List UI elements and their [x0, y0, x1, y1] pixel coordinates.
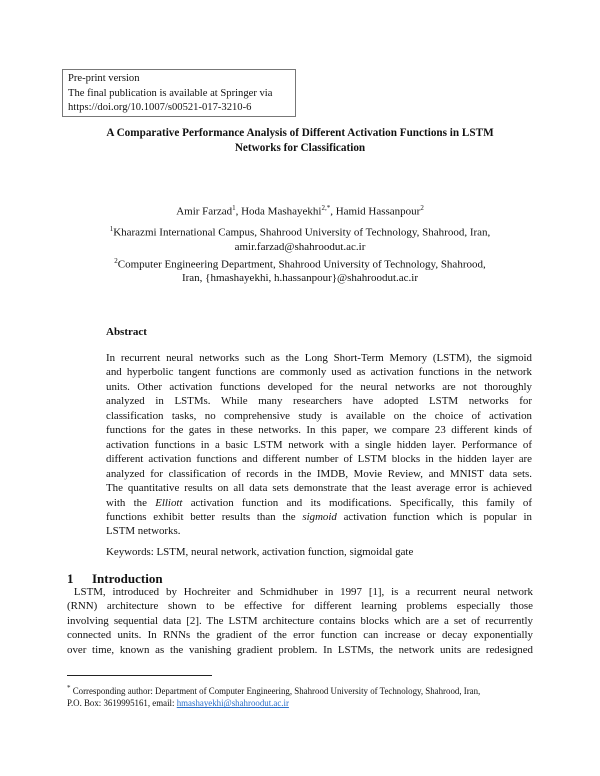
- abstract-line: [106, 496, 532, 510]
- abstract-line: analyzed in LSTMs. While many researchers have adopted LSTM networks for: [106, 395, 532, 408]
- intro-body: [67, 585, 533, 657]
- author-name: Hoda Mashayekhi: [241, 205, 322, 218]
- abstract-line: [106, 510, 532, 524]
- author-list: Amir Farzad$^1$, Hoda Mashayekhi$^{2,*}$, Hamid Hassanpour$^2$: [176, 204, 424, 218]
- intro-line: over time, known as the vanishing gradient problem. In LSTMs, the network units are redesigned: [67, 643, 533, 656]
- section-number: 1: [67, 571, 74, 586]
- aff-email: Iran, {hmashayekhi, h.hassanpour}@shahroodut.ac.ir: [181, 272, 419, 285]
- footnote-mark: *: [67, 684, 71, 692]
- footnote-text: P.O. Box: 3619995161, email:: [67, 698, 177, 709]
- author-name: Amir Farzad: [176, 205, 233, 218]
- preprint-line: The final publication is available at Springer via: [68, 87, 273, 99]
- abstract-line: classification tasks, no comprehensive study is available on the choice of activation: [106, 409, 532, 422]
- abstract-line: functions for the gates in these networks. In this paper, we compare 23 different kinds of: [106, 424, 532, 437]
- title-line: Networks for Classification: [234, 142, 366, 154]
- abstract-line: different activation functions and different number of LSTM blocks in the hidden layer are: [106, 453, 532, 466]
- affiliation: [0, 254, 600, 272]
- keywords: Keywords: LSTM, neural network, activation function, sigmoidal gate: [106, 546, 414, 558]
- affiliation: [0, 222, 600, 240]
- email-link[interactable]: hmashayekhi@shahroodut.ac.ir: [176, 698, 289, 709]
- section-title: Introduction: [92, 571, 163, 586]
- preprint-line: Pre-print version: [68, 73, 140, 84]
- aff-text: Computer Engineering Department, Shahrood University of Technology, Shahrood,: [117, 258, 486, 271]
- footnote-text: Corresponding author: Department of Computer Engineering, Shahrood University of Technology, Shahrood, Iran,: [70, 685, 481, 696]
- footnote-divider: [67, 675, 212, 676]
- emphasis: Elliott: [155, 496, 183, 509]
- author-sup: 2,*: [321, 204, 331, 212]
- intro-line: involving sequential data [2]. The LSTM architecture contains blocks which are a set of recurrently: [67, 614, 533, 627]
- intro-line: (RNN) architecture shown to be effective for different learning problems especially those: [67, 600, 533, 613]
- title-line: A Comparative Performance Analysis of Different Activation Functions in LSTM: [106, 127, 494, 139]
- abstract-line: The quantitative results on all data sets demonstrate that the least average error is achieved: [106, 482, 532, 495]
- preprint-notice-box: [62, 69, 296, 117]
- abstract-line: In recurrent neural networks such as the Long Short-Term Memory (LSTM), the sigmoid: [106, 352, 532, 364]
- affiliations: [0, 222, 600, 285]
- text: activation function and its modifications. Specifically, this family of: [182, 496, 532, 509]
- emphasis: sigmoid: [302, 510, 337, 523]
- author-name: Hamid Hassanpour: [335, 205, 421, 218]
- abstract-line: activation functions in a basic LSTM network with a single hidden layer. Performance of: [106, 438, 532, 451]
- footnote-line: [67, 697, 533, 710]
- abstract-line: analyzed for classification of records in the IMDB, Movie Review, and MNIST data sets.: [106, 467, 532, 480]
- abstract-body: [106, 351, 532, 539]
- footnote-line: [67, 682, 533, 697]
- abstract-line: and hyperbolic tangent functions are commonly used as activation functions in the network: [106, 366, 532, 379]
- preprint-doi: https://doi.org/10.1007/s00521-017-3210-6: [68, 102, 252, 113]
- intro-line: LSTM, introduced by Hochreiter and Schmidhuber in 1997 [1], is a recurrent neural network: [67, 586, 533, 598]
- text: with the: [106, 496, 156, 509]
- text: activation function which is popular in: [336, 510, 532, 523]
- text: functions exhibit better results than the: [106, 510, 303, 523]
- intro-line: connected units. In RNNs the gradient of the error function can increase or decay exponentially: [67, 629, 533, 642]
- aff-text: Kharazmi International Campus, Shahrood University of Technology, Shahrood, Iran,: [113, 226, 491, 239]
- abstract-line: LSTM networks.: [106, 525, 181, 538]
- aff-email: amir.farzad@shahroodut.ac.ir: [234, 240, 366, 253]
- footnote: [67, 682, 533, 710]
- author-sup: 2: [420, 204, 424, 212]
- aff-sup: 2: [114, 256, 118, 265]
- aff-sup: 1: [109, 225, 114, 233]
- abstract-line: units. Other activation functions developed for the neural networks are not thoroughly: [106, 380, 532, 393]
- abstract-heading: Abstract: [106, 326, 147, 338]
- author-sup: 1: [232, 204, 236, 212]
- paper-title: [0, 126, 600, 156]
